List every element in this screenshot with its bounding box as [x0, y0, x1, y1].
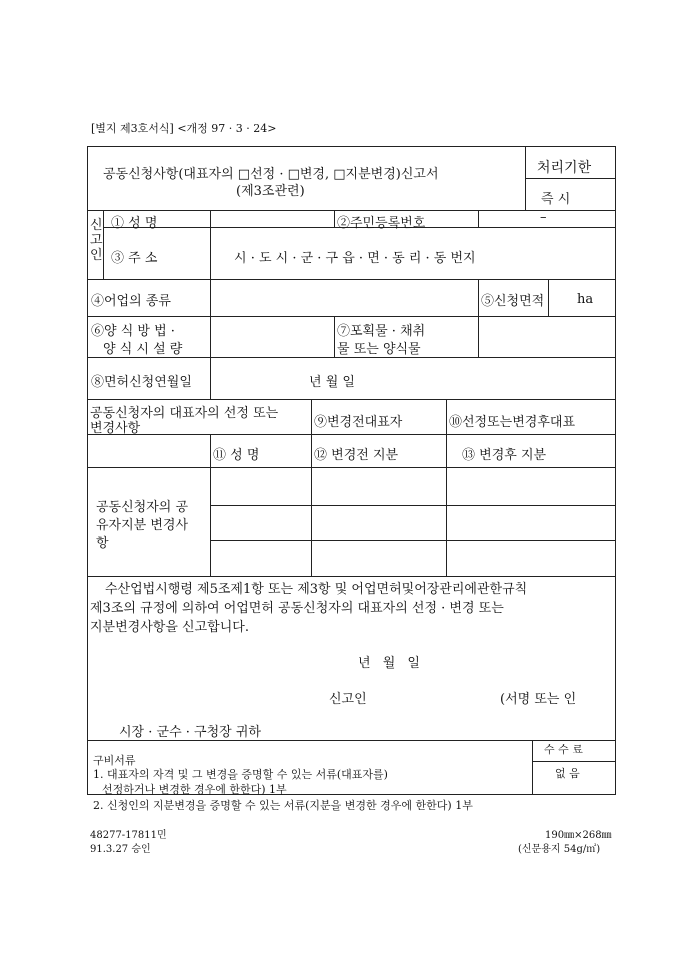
- area-unit: ha: [577, 292, 594, 307]
- recipient: 시장 · 군수 · 구청장 귀하: [119, 725, 261, 740]
- declarant-label: 신고인: [329, 692, 367, 707]
- processing-value: 즉 시: [541, 192, 571, 207]
- application-date-label: ⑧면허신청연월일: [91, 375, 192, 390]
- fee-label: 수 수 료: [544, 743, 583, 756]
- shares-section-label-2: 유자지분 변경사: [96, 518, 189, 533]
- address-label: ③ 주 소: [111, 251, 158, 266]
- representative-section-label-2: 변경사항: [90, 421, 141, 436]
- shares-section-label-3: 항: [96, 536, 109, 551]
- method-label-1: ⑥양 식 방 법 ·: [91, 324, 175, 339]
- document-item-1a: 1. 대표자의 자격 및 그 변경을 증명할 수 있는 서류(대표자를): [93, 768, 388, 781]
- declaration-line-1: 수산업법시행령 제5조제1항 또는 제3항 및 어업면허및어장관리에관한규칙: [105, 582, 528, 597]
- name-label: ① 성 명: [111, 216, 158, 231]
- share-name-label: ⑪ 성 명: [213, 448, 260, 463]
- fishery-type-label: ④어업의 종류: [91, 294, 171, 309]
- application-date-value: 년 월 일: [309, 375, 355, 390]
- form-subtitle: (제3조관련): [236, 184, 305, 199]
- catch-label-2: 물 또는 양식물: [337, 342, 421, 357]
- rrn-label: ②주민등록번호: [337, 216, 426, 231]
- rrn-dash: –: [540, 210, 547, 225]
- rep-before-label: ⑨변경전대표자: [314, 415, 403, 430]
- fee-value: 없 음: [555, 767, 580, 780]
- documents-title: 구비서류: [93, 754, 136, 767]
- declaration-line-3: 지분변경사항을 신고합니다.: [90, 620, 249, 635]
- frame-top: [87, 146, 616, 147]
- signature-label: (서명 또는 인: [500, 692, 577, 707]
- rep-after-label: ⑩선정또는변경후대표: [449, 415, 576, 430]
- paper-size: 190㎜×268㎜: [545, 830, 612, 841]
- shares-section-label-1: 공동신청자의 공: [96, 500, 189, 515]
- share-before-label: ⑫ 변경전 지분: [314, 448, 399, 463]
- catch-label-1: ⑦포획물 · 채취: [337, 324, 426, 339]
- share-after-label: ⑬ 변경후 지분: [462, 448, 547, 463]
- approval-date: 91.3.27 승인: [90, 844, 151, 855]
- address-value: 시 · 도 시 · 군 · 구 읍 · 면 · 동 리 · 동 번지: [234, 251, 476, 266]
- paper-type: (신문용지 54g/㎡): [518, 844, 601, 855]
- frame-right: [615, 146, 616, 794]
- area-label: ⑤신청면적: [481, 294, 545, 309]
- applicant-side-label: 신 고 인: [90, 218, 103, 263]
- form-title: 공동신청사항(대표자의 □선정 · □변경, □지분변경)신고서: [103, 167, 439, 182]
- declaration-date: 년 월 일: [358, 656, 420, 671]
- representative-section-label-1: 공동신청자의 대표자의 선정 또는: [90, 406, 279, 421]
- document-item-2: 2. 신청인의 지분변경을 증명할 수 있는 서류(지분을 변경한 경우에 한한다) 1부: [93, 799, 473, 812]
- declaration-line-2: 제3조의 규정에 의하여 어업면허 공동신청자의 대표자의 선정 · 변경 또는: [90, 601, 504, 616]
- processing-label: 처리기한: [537, 160, 592, 176]
- form-reference: [별지 제3호서식] <개정 97 · 3 · 24>: [91, 122, 277, 135]
- form-code: 48277-17811민: [90, 830, 167, 841]
- method-label-2: 양 식 시 설 량: [103, 342, 183, 357]
- document-item-1b: 선정하거나 변경한 경우에 한한다) 1부: [102, 783, 287, 796]
- frame-left: [87, 146, 88, 794]
